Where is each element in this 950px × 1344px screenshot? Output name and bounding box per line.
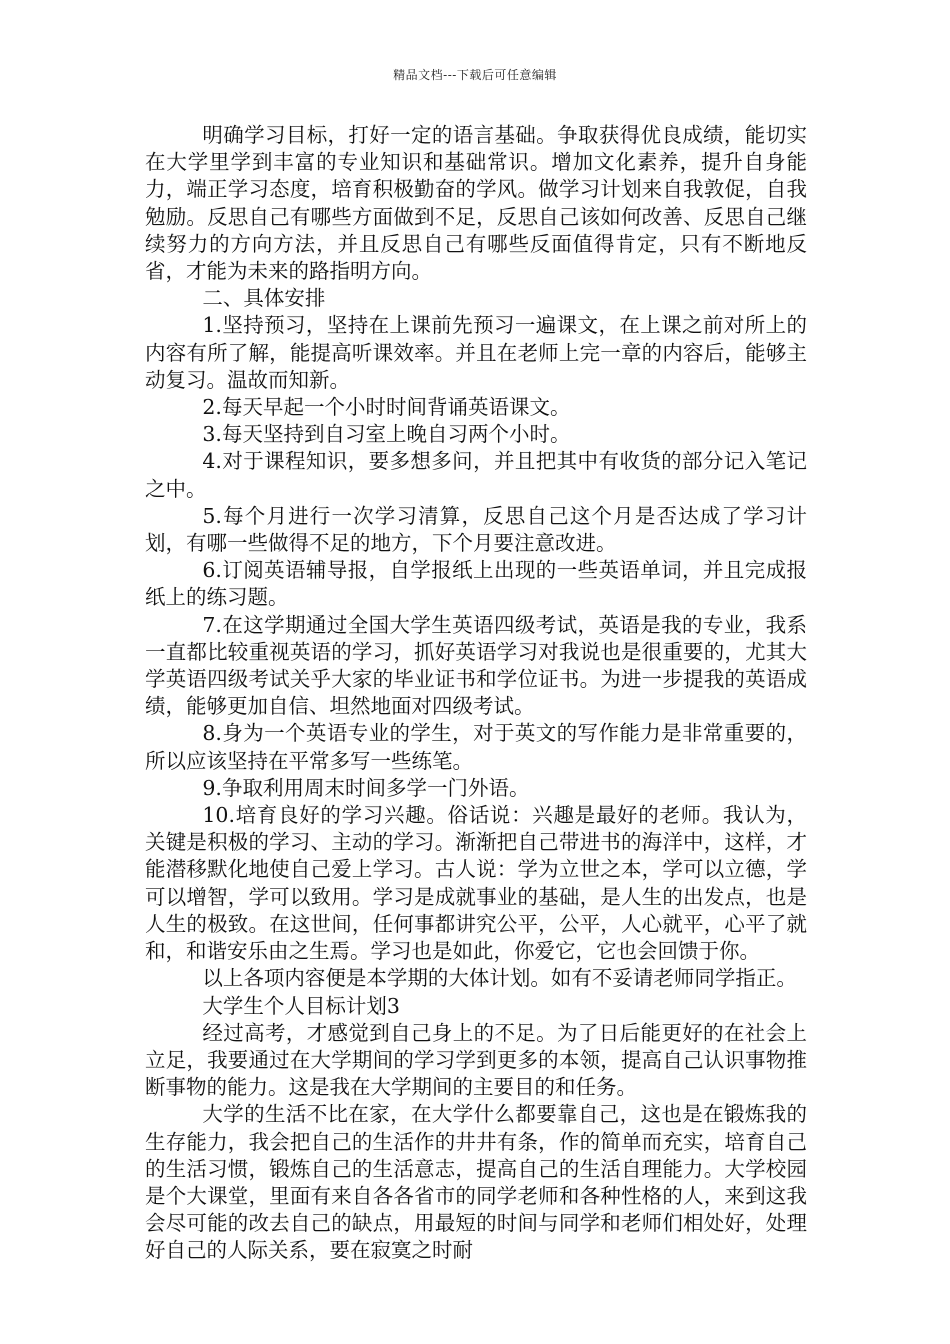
list-item: 5.每个月进行一次学习清算，反思自己这个月是否达成了学习计划，有哪一些做得不足的地方，下个月要注意改进。 <box>145 503 807 556</box>
list-item: 7.在这学期通过全国大学生英语四级考试，英语是我的专业，我系一直都比较重视英语的学习，抓好英语学习对我说也是很重要的，尤其大学英语四级考试关乎大家的毕业证书和学位证书。为进一步提我的英语成绩，能够更加自信、坦然地面对四级考试。 <box>145 612 807 719</box>
list-item: 1.坚持预习，坚持在上课前先预习一遍课文，在上课之前对所上的内容有所了解，能提高听课效率。并且在老师上完一章的内容后，能够主动复习。温故而知新。 <box>145 313 807 392</box>
list-item: 8.身为一个英语专业的学生，对于英文的写作能力是非常重要的，所以应该坚持在平常多写一些练笔。 <box>145 721 807 773</box>
paragraph: 经过高考，才感觉到自己身上的不足。为了日后能更好的在社会上立足，我要通过在大学期间的学习学到更多的本领，提高自己认识事物推断事物的能力。这是我在大学期间的主要目的和任务。 <box>145 1020 807 1100</box>
list-item: 3.每天坚持到自习室上晚自习两个小时。 <box>202 422 571 447</box>
document-body <box>145 122 807 1265</box>
section-heading: 二、具体安排 <box>202 286 326 311</box>
page-header: 精品文档---下载后可任意编辑 <box>393 68 557 82</box>
paragraph: 明确学习目标，打好一定的语言基础。争取获得优良成绩，能切实在大学里学到丰富的专业知识和基础常识。增加文化素养，提升自身能力，端正学习态度，培育积极勤奋的学风。做学习计划来自我敦促，自我勉励。反思自己有哪些方面做到不足，反思自己该如何改善、反思自己继续努力的方向方法，并且反思自己有哪些反面值得肯定，只有不断地反省，才能为未来的路指明方向。 <box>145 123 807 284</box>
list-item: 4.对于课程知识，要多想多问，并且把其中有收货的部分记入笔记之中。 <box>145 449 807 501</box>
list-item: 10.培育良好的学习兴趣。俗话说：兴趣是最好的老师。我认为，关键是积极的学习、主动的学习。渐渐把自己带进书的海洋中，这样，才能潜移默化地使自己爱上学习。古人说：学为立世之本，学可以立德，学可以增智，学可以致用。学习是成就事业的基础，是人生的出发点，也是人生的极致。在这世间，任何事都讲究公平，公平，人心就平，心平了就和，和谐安乐由之生焉。学习也是如此，你爱它，它也会回馈于你。 <box>145 803 807 964</box>
paragraph: 以上各项内容便是本学期的大体计划。如有不妥请老师同学指正。 <box>202 966 797 991</box>
list-item: 6.订阅英语辅导报，自学报纸上出现的一些英语单词，并且完成报纸上的练习题。 <box>145 558 807 610</box>
section-heading: 大学生个人目标计划3 <box>202 993 400 1018</box>
list-item: 2.每天早起一个小时时间背诵英语课文。 <box>202 395 571 420</box>
paragraph: 大学的生活不比在家，在大学什么都要靠自己，这也是在锻炼我的生存能力，我会把自己的生活作的井井有条，作的简单而充实，培育自己的生活习惯，锻炼自己的生活意志，提高自己的生活自理能力。大学校园是个大课堂，里面有来自各各省市的同学老师和各种性格的人，来到这我会尽可能的改去自己的缺点，用最短的时间与同学和老师们相处好，处理好自己的人际关系，要在寂寞之时耐 <box>145 1102 807 1263</box>
list-item: 9.争取利用周末时间多学一门外语。 <box>202 775 530 800</box>
